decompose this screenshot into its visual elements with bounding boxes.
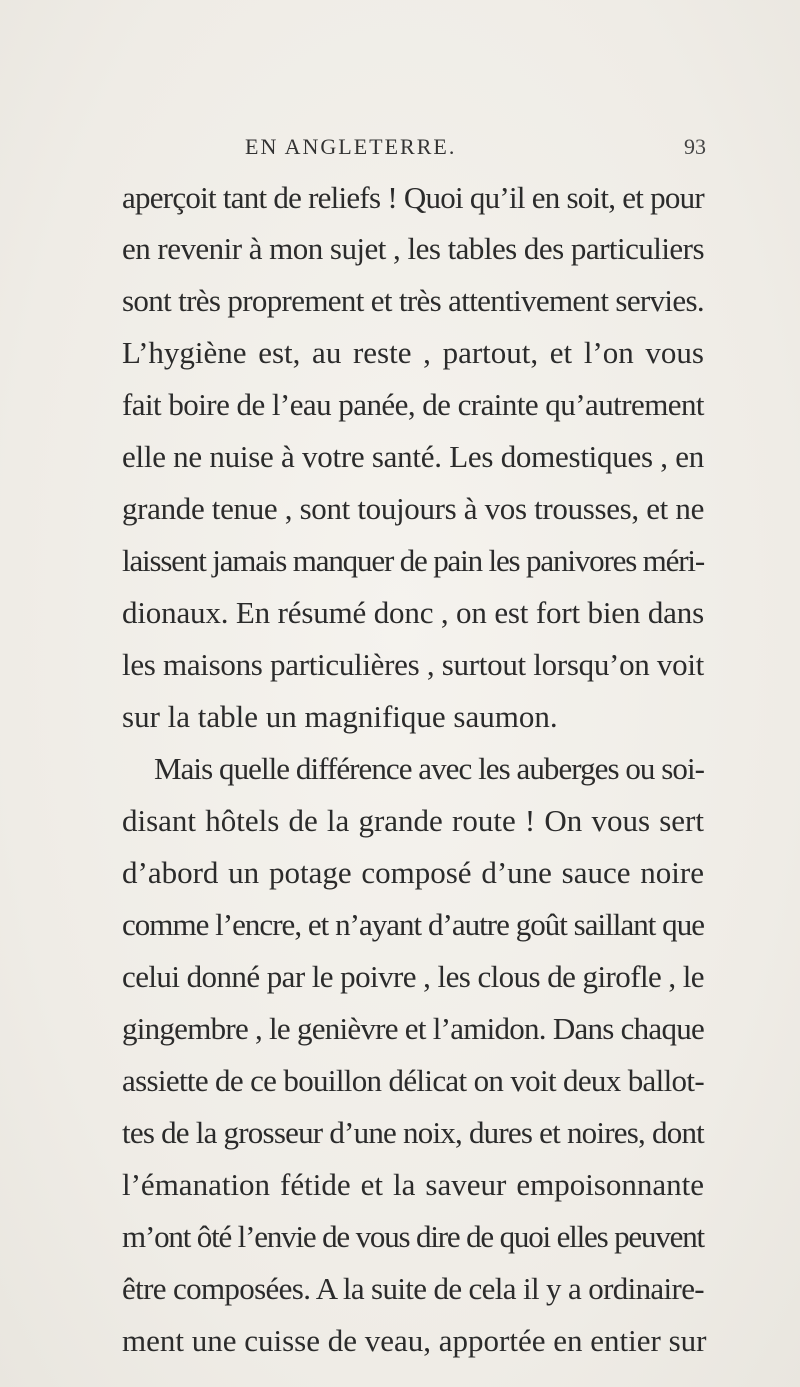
text-line: fait boire de l’eau panée, de crainte qu’autrement [122, 387, 704, 422]
text-line: tes de la grosseur d’une noix, dures et noires, dont [122, 1115, 705, 1150]
text-line: laissent jamais manquer de pain les panivores méri- [122, 543, 705, 578]
text-line: en revenir à mon sujet , les tables des particuliers [122, 231, 704, 266]
text-line: Mais quelle différence avec les auberges ou soi- [154, 751, 704, 786]
running-head: EN ANGLETERRE. [245, 134, 457, 159]
text-line: ment une cuisse de veau, apportée en entier sur [122, 1323, 707, 1358]
text-line: les maisons particulières , surtout lorsqu’on voit [122, 647, 704, 682]
text-line: elle ne nuise à votre santé. Les domestiques , en [122, 439, 704, 474]
text-line: d’abord un potage composé d’une sauce noire [122, 855, 704, 890]
text-line: sont très proprement et très attentivement servies. [122, 283, 704, 318]
text-line: assiette de ce bouillon délicat on voit deux ballot- [122, 1063, 704, 1098]
text-line: gingembre , le genièvre et l’amidon. Dans chaque [122, 1011, 704, 1046]
text-line: l’émanation fétide et la saveur empoisonnante [122, 1167, 704, 1202]
page-number: 93 [684, 134, 706, 159]
text-line: disant hôtels de la grande route ! On vous sert [122, 803, 704, 838]
text-line: comme l’encre, et n’ayant d’autre goût saillant que [122, 907, 704, 942]
text-line: celui donné par le poivre , les clous de girofle , le [122, 959, 704, 994]
text-line: aperçoit tant de reliefs ! Quoi qu’il en soit, et pour [122, 180, 704, 215]
text-line: être composées. A la suite de cela il y a ordinaire- [122, 1271, 704, 1306]
text-line: dionaux. En résumé donc , on est fort bien dans [122, 595, 704, 630]
text-line: grande tenue , sont toujours à vos trousses, et ne [122, 491, 704, 526]
text-line: L’hygiène est, au reste , partout, et l’on vous [122, 335, 704, 370]
text-line: m’ont ôté l’envie de vous dire de quoi elles peuvent [122, 1219, 704, 1254]
page-header [0, 134, 800, 164]
text-line: sur la table un magnifique saumon. [122, 699, 558, 734]
